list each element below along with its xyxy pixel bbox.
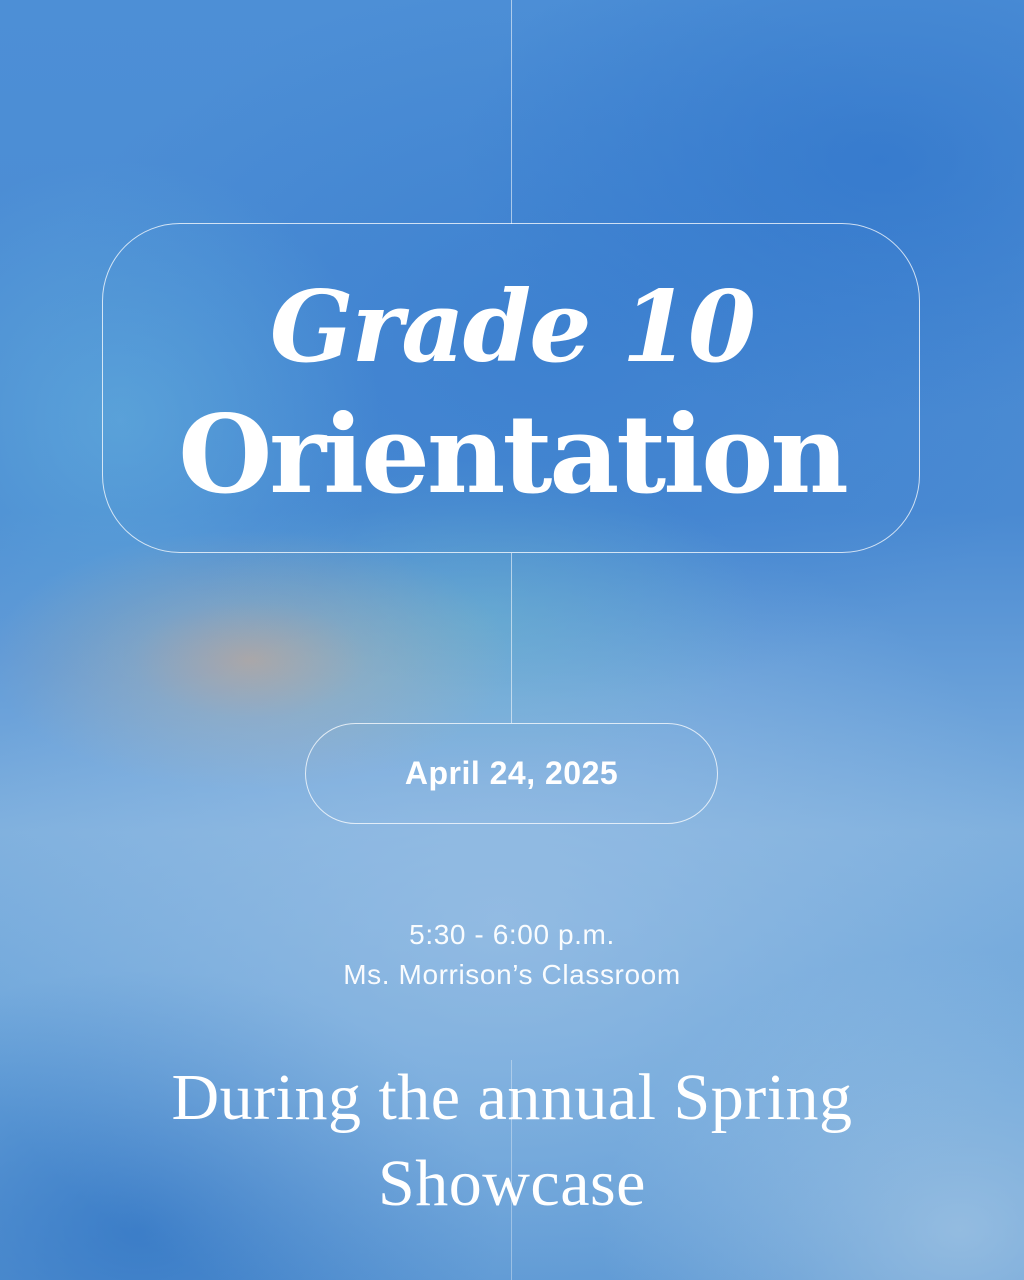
event-date: April 24, 2025 [404,755,619,791]
event-location: Ms. Morrison’s Classroom [343,959,681,990]
event-time: 5:30 - 6:00 p.m. [409,919,615,950]
divider-line-top [511,0,512,224]
event-context: During the annual Spring Showcase [171,1061,853,1220]
divider-line-middle [511,553,512,723]
title-grade: Grade 10 [269,270,755,385]
title-orientation: Orientation [178,392,846,518]
